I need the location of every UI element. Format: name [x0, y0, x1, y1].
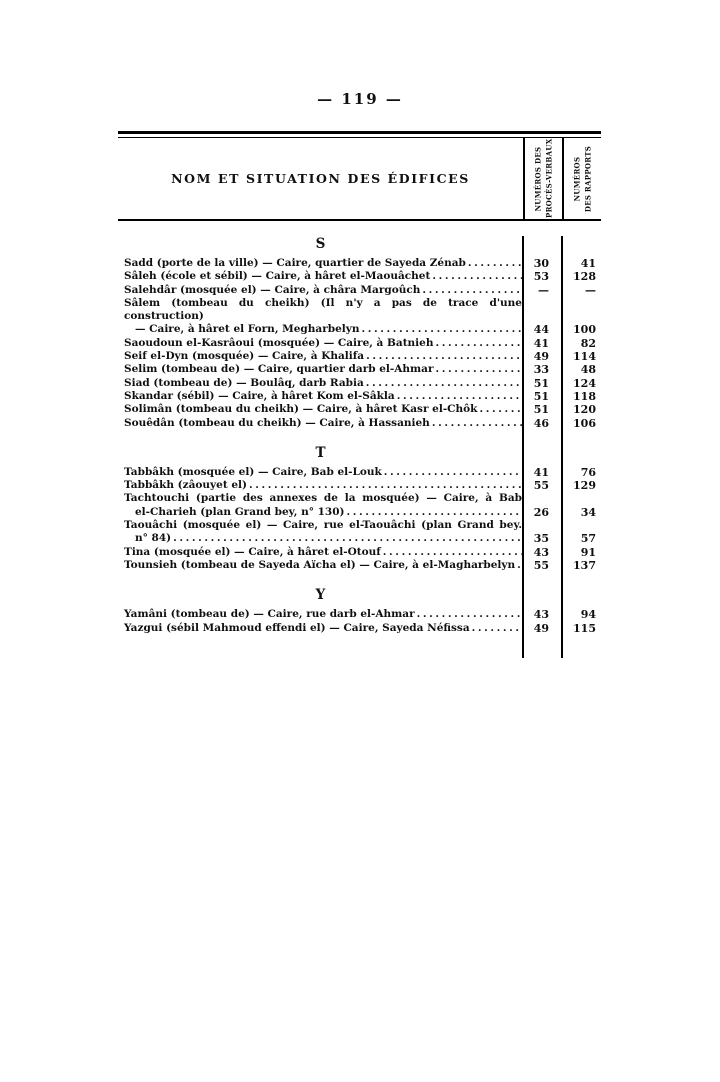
entry-name: [118, 284, 523, 297]
dot-leader: [468, 257, 522, 270]
entry-text-line: Sâlem (tombeau du cheikh) (Il n'y a pas de trace d'une construction): [124, 296, 522, 323]
section-heading: S: [315, 236, 326, 252]
entry-proces-verbal-number: 55: [533, 558, 549, 572]
entry-text-line: [124, 466, 522, 479]
entry-rapport-number: 115: [573, 621, 596, 635]
entry-text: Solimân (tombeau du cheikh) — Caire, à hâret Kasr el-Chôk: [124, 403, 478, 416]
name-column-header: NOM ET SITUATION DES ÉDIFICES: [171, 171, 470, 186]
entry-name: [118, 390, 523, 403]
dot-leader: [472, 622, 522, 635]
entry-text-line: [124, 257, 522, 270]
dot-leader: [422, 284, 522, 297]
entry-text-line: [124, 270, 522, 283]
entry-name: [118, 403, 523, 416]
dot-leader: [173, 532, 522, 545]
entry-proces-verbal-number: 43: [533, 545, 549, 559]
entry-proces-verbal-number: 33: [533, 363, 549, 377]
entry-name: [118, 559, 523, 572]
entry-text: Tabbâkh (mosquée el) — Caire, Bab el-Louk: [124, 465, 382, 478]
dot-leader: [397, 390, 522, 403]
table-header: [118, 138, 601, 221]
table-row: [118, 350, 601, 363]
entry-proces-verbal-number: 35: [533, 532, 549, 546]
entry-proces-verbal-number: —: [538, 283, 549, 297]
entry-name: [118, 608, 523, 621]
entry-name: [118, 492, 523, 519]
entry-text-line: [124, 622, 522, 635]
entry-text-line: [124, 608, 522, 621]
dot-leader: [417, 608, 522, 621]
entry-name: [118, 479, 523, 492]
entry-text: el-Charieh (plan Grand bey, n° 130): [135, 505, 345, 518]
vertical-rule-pv: [522, 236, 524, 658]
entry-text: Tabbâkh (zâouyet el): [124, 479, 247, 492]
entry-proces-verbal-number: 51: [533, 389, 549, 403]
entry-proces-verbal-number: 26: [533, 505, 549, 519]
entry-text-line: [124, 323, 522, 336]
entry-text: Skandar (sébil) — Caire, à hâret Kom el-Sâkla: [124, 389, 395, 402]
edifices-table: [118, 131, 601, 668]
table-row: [118, 297, 601, 337]
dot-leader: [249, 479, 522, 492]
entry-text-line: Tachtouchi (partie des annexes de la mosquée) — Caire, à Bab: [124, 492, 522, 505]
entry-proces-verbal-number: 49: [533, 621, 549, 635]
entry-proces-verbal-number: 55: [533, 479, 549, 493]
entry-text-line: [124, 479, 522, 492]
section-heading: T: [315, 444, 326, 461]
entry-name: [118, 417, 523, 430]
entry-name: [118, 377, 523, 390]
table-row: [118, 479, 601, 492]
entry-proces-verbal-number: 44: [533, 323, 549, 337]
dot-leader: [435, 337, 522, 350]
table-row: [118, 466, 601, 479]
dot-leader: [384, 466, 522, 479]
entry-rapport-number: 34: [580, 505, 596, 519]
entry-rapport-number: 57: [580, 532, 596, 546]
table-body: [118, 236, 601, 668]
entry-rapport-number: 41: [580, 257, 596, 270]
entry-text: Tina (mosquée el) — Caire, à hâret el-Otouf: [124, 545, 381, 558]
entry-text-line: [124, 506, 522, 519]
entry-proces-verbal-number: 46: [533, 416, 549, 430]
page-number: — 119 —: [317, 90, 403, 108]
entry-text-line: [124, 546, 522, 559]
entry-name: [118, 466, 523, 479]
table-row: [118, 363, 601, 376]
dot-leader: [366, 350, 522, 363]
entry-name: [118, 270, 523, 283]
entry-text-line: [124, 377, 522, 390]
entry-rapport-number: 129: [573, 479, 596, 493]
entry-text: Yamâni (tombeau de) — Caire, rue darb el-Ahmar: [124, 608, 415, 621]
table-row: [118, 403, 601, 416]
entry-proces-verbal-number: 41: [533, 465, 549, 479]
entry-text-line: [124, 337, 522, 350]
entry-proces-verbal-number: 51: [533, 403, 549, 417]
table-row: [118, 559, 601, 572]
rap-header-line2: DES RAPPORTS: [582, 145, 592, 212]
entry-text: Salehdâr (mosquée el) — Caire, à châra Margoûch: [124, 283, 421, 296]
table-row: [118, 270, 601, 283]
entry-text: Selim (tombeau de) — Caire, quartier darb el-Ahmar: [124, 363, 434, 376]
entry-text: Sâleh (école et sébil) — Caire, à hâret el-Maouâchet: [124, 270, 431, 283]
entry-text: n° 84): [135, 532, 172, 545]
entry-text-line: [124, 532, 522, 545]
entry-rapport-number: 137: [573, 558, 596, 572]
entry-rapport-number: 100: [573, 323, 596, 337]
entry-rapport-number: 94: [580, 608, 596, 622]
dot-leader: [383, 546, 522, 559]
entry-text: Seif el-Dyn (mosquée) — Caire, à Khalifa: [124, 350, 365, 363]
dot-leader: [347, 506, 523, 519]
entry-proces-verbal-number: 53: [533, 270, 549, 284]
entry-name: [118, 297, 523, 337]
table-row: [118, 284, 601, 297]
entry-name: [118, 546, 523, 559]
proces-verbaux-column-header: [523, 138, 562, 219]
entry-rapport-number: 128: [573, 270, 596, 284]
entry-text-line: [124, 417, 522, 430]
table-row: [118, 417, 601, 430]
entry-name: [118, 622, 523, 635]
entry-text-line: [124, 403, 522, 416]
entry-rapport-number: 124: [573, 376, 596, 390]
entry-proces-verbal-number: 43: [533, 608, 549, 622]
rapports-column-header: [562, 138, 601, 219]
table-row: [118, 622, 601, 635]
dot-leader: [366, 377, 522, 390]
entry-text: — Caire, à hâret el Forn, Megharbelyn: [135, 323, 360, 336]
entry-name: [118, 350, 523, 363]
pv-header-line2: PROCÈS-VERBAUX: [543, 138, 553, 218]
entry-text: Tounsieh (tombeau de Sayeda Aïcha el) — Caire, à el-Magharbelyn: [124, 558, 516, 571]
entry-proces-verbal-number: 51: [533, 376, 549, 390]
dot-leader: [432, 270, 522, 283]
entry-rapport-number: 106: [573, 416, 596, 430]
table-row: [118, 390, 601, 403]
entry-rapport-number: 76: [580, 465, 596, 479]
entry-rapport-number: 118: [573, 389, 596, 403]
table-row: [118, 337, 601, 350]
entry-rapport-number: 120: [573, 403, 596, 417]
entry-text: Souêdân (tombeau du cheikh) — Caire, à Hassanieh: [124, 416, 430, 429]
entry-proces-verbal-number: 49: [533, 350, 549, 364]
entry-rapport-number: —: [585, 283, 596, 297]
entry-name: [118, 337, 523, 350]
table-row: [118, 546, 601, 559]
dot-leader: [435, 363, 522, 376]
pv-header-line1: NUMÉROS DES: [533, 146, 542, 211]
entry-rapport-number: 48: [580, 363, 596, 377]
vertical-rule-rap: [561, 236, 563, 658]
rap-header-line1: NUMÉROS: [572, 156, 581, 201]
table-row: [118, 492, 601, 519]
section-heading: Y: [315, 587, 326, 604]
entry-text-line: [124, 559, 522, 572]
table-row: [118, 608, 601, 621]
dot-leader: [432, 417, 522, 430]
dot-leader: [362, 323, 523, 336]
entry-text: Sadd (porte de la ville) — Caire, quartier de Sayeda Zénab: [124, 257, 466, 269]
entry-rapport-number: 91: [580, 545, 596, 559]
table-row: [118, 257, 601, 270]
entry-text-line: [124, 350, 522, 363]
entry-text-line: [124, 284, 522, 297]
entry-rapport-number: 82: [580, 336, 596, 350]
table-row: [118, 377, 601, 390]
entry-text-line: [124, 390, 522, 403]
entry-text-line: Taouâchi (mosquée el) — Caire, rue el-Taouâchi (plan Grand bey.: [124, 519, 522, 532]
entry-proces-verbal-number: 30: [533, 257, 549, 270]
entry-name: [118, 363, 523, 376]
entry-proces-verbal-number: 41: [533, 336, 549, 350]
dot-leader: [479, 403, 522, 416]
entry-text: Saoudoun el-Kasrâoui (mosquée) — Caire, à Batnieh: [124, 336, 434, 349]
table-row: [118, 519, 601, 546]
table-top-rule: [118, 131, 601, 138]
entry-text-line: [124, 363, 522, 376]
entry-text: Siad (tombeau de) — Boulâq, darb Rabia: [124, 376, 364, 389]
entry-rapport-number: 114: [573, 350, 596, 364]
entry-name: [118, 257, 523, 270]
entry-text: Yazgui (sébil Mahmoud effendi el) — Caire, Sayeda Néfissa: [124, 621, 470, 634]
entry-name: [118, 519, 523, 546]
